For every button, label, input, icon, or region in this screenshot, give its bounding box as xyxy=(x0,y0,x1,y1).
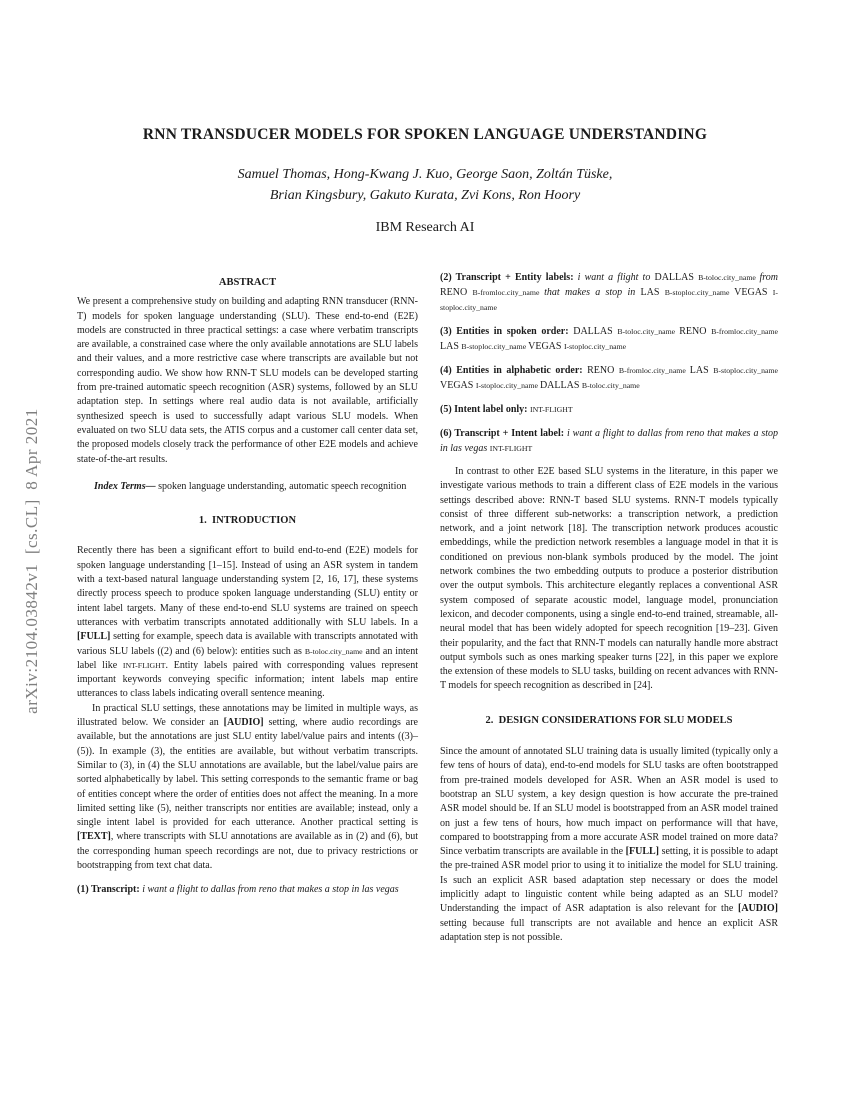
text-run: I-stoploc.city_name xyxy=(475,381,540,390)
text-run: [AUDIO] xyxy=(738,903,778,915)
text-run: i want a flight to dallas from reno that makes a stop in las vegas xyxy=(440,428,779,454)
text-run: from xyxy=(759,272,778,283)
affiliation: IBM Research AI xyxy=(375,220,475,235)
text-run: LAS xyxy=(440,341,462,352)
text-run: setting because full transcripts are not available and hence an explicit ASR adaptation step is not possible. xyxy=(440,917,778,943)
section2-paragraph-1 xyxy=(440,745,778,945)
text-run: B-toloc.city_name xyxy=(698,273,760,282)
text-run: VEGAS xyxy=(528,341,564,352)
author-block xyxy=(60,165,790,206)
text-run: INT-FLIGHT xyxy=(122,660,166,670)
text-run: B-toloc.city_name xyxy=(617,327,680,336)
text-run: B-stoploc.city_name xyxy=(664,288,735,297)
text-run: DALLAS xyxy=(539,380,582,391)
text-run: DALLAS xyxy=(654,272,699,283)
text-run: [AUDIO] xyxy=(223,717,264,729)
text-run: LAS xyxy=(689,365,714,376)
text-run: setting, where audio recordings are available, but the annotations are just SLU entity label/value pairs and intents ((3)–(5)). In example (3), the entities are available, but without verbatim transcripts. Similar to (3), in (4) the SLU annotations are available, but the label/value pairs are sorted alphabetically by label. This setting corresponds to the semantic frame or bag of entities concept where the order of entities does not affect the meaning. In a more limited setting like (5), neither transcripts nor entities are available; instead, only a single intent label is provided for each utterance. Another practical setting is xyxy=(77,717,418,829)
text-run: setting for example, speech data is available with transcripts annotated with various SLU labels ((2) and (6) below): entities such as xyxy=(77,631,418,657)
left-column xyxy=(77,276,418,897)
text-run: Since the amount of annotated SLU training data is usually limited (typically only a few tens of hours of data), end-to-end models for SLU tasks are often bootstrapped from pre-trained models developed for ASR. When an ASR model is used to bootstrap an SLU system, a key design question is how accurate the pre-trained ASR model should be. If an SLU model is bootstrapped from an ASR model trained on just a few tens of hours, how much impact on performance will that have, compared to bootstrapping from a more accurate ASR model trained on more data? Since verbatim transcripts are available in the xyxy=(440,746,778,858)
text-run: [FULL] xyxy=(77,631,111,643)
text-run: Recently there has been a significant effort to build end-to-end (E2E) models for spoken language understanding [1–15]. Instead of using an ASR system in tandem with a text-based natural language understanding system [2, 16, 17], these systems directly process speech to produce spoken language understanding (SLU) entity or intent label targets. Many of these end-to-end SLU systems are trained on speech utterances with verbatim transcripts annotated additionally with SLU labels. In a xyxy=(77,545,418,628)
text-run: (6) Transcript + Intent label: xyxy=(440,428,567,439)
text-run: that makes a stop in xyxy=(544,287,641,298)
abstract-heading: ABSTRACT xyxy=(218,277,277,288)
text-run: , where transcripts with SLU annotations are available as in (2) and (6), but the corresponding human speech recordings are not, due to privacy restrictions or bootstrapping from text chat data. xyxy=(77,831,418,871)
intro-paragraph-1 xyxy=(77,544,418,701)
abstract-body: We present a comprehensive study on building and adapting RNN transducer (RNN-T) models for spoken language understanding (SLU). These end-to-end (E2E) models are constructed in three practical settings: a case where verbatim transcripts are available, a constrained case where the only available annotations are SLU labels and their values, and a more restrictive case where transcripts are available but not corresponding audio. We show how RNN-T SLU models can be developed starting from pre-trained automatic speech recognition (ASR) systems, followed by an SLU adaptation step. In settings where real audio data is not available, artificially synthesized speech is used to successfully adapt various SLU models. When evaluated on two SLU data sets, the ATIS corpus and a customer call center data set, the proposed models closely track the performance of other E2E models and achieve state-of-the-art results. xyxy=(77,296,418,465)
text-run: LAS xyxy=(640,287,665,298)
text-run: B-fromloc.city_name xyxy=(472,288,545,297)
text-run: [TEXT] xyxy=(77,831,111,843)
text-run: VEGAS xyxy=(440,380,476,391)
arxiv-watermark: arXiv:2104.03842v1 [cs.CL] 8 Apr 2021 xyxy=(22,408,41,714)
text-run: B-toloc.city_name xyxy=(581,381,640,390)
index-terms xyxy=(77,480,418,494)
text-run: setting, it is possible to adapt the pre-trained ASR model prior to using it to initialize the model for SLU training. Is such an explicit ASR based adaptation step necessary or does the model implicitly adapt to linguistic content while being adapted as an SLU model? Understanding the impact of ASR adaptation is also relevant for the xyxy=(440,846,778,915)
example-item-3 xyxy=(440,324,778,354)
text-run: I-stoploc.city_name xyxy=(440,288,778,312)
text-run: B-stoploc.city_name xyxy=(713,366,778,375)
author-line-1: Samuel Thomas, Hong-Kwang J. Kuo, George Saon, Zoltán Tüske, xyxy=(237,167,613,182)
text-run: i want a flight to xyxy=(577,272,655,283)
design-intro-paragraph xyxy=(440,465,778,694)
text-run: VEGAS xyxy=(734,287,773,298)
example-item-4 xyxy=(440,363,778,393)
section2-heading: 2. DESIGN CONSIDERATIONS FOR SLU MODELS xyxy=(485,714,733,726)
text-run: i want a flight to dallas from reno that makes a stop in las vegas xyxy=(142,884,399,896)
text-run: B-fromloc.city_name xyxy=(618,366,690,375)
text-run: Index Terms— xyxy=(94,480,156,492)
example-item-6 xyxy=(440,426,778,456)
example-item-5 xyxy=(440,402,778,417)
right-column xyxy=(440,270,778,945)
text-run: (1) Transcript: xyxy=(77,884,143,896)
paper-title: RNN TRANSDUCER MODELS FOR SPOKEN LANGUAGE UNDERSTANDING xyxy=(142,126,708,143)
text-run: B-fromloc.city_name xyxy=(711,327,778,336)
author-line-2: Brian Kingsbury, Gakuto Kurata, Zvi Kons, Ron Hoory xyxy=(269,187,581,203)
introduction-heading: 1. INTRODUCTION xyxy=(198,515,297,527)
text-run: In practical SLU settings, these annotations may be limited in multiple ways, as illustrated below. We consider an xyxy=(77,702,418,729)
text-run: B-stoploc.city_name xyxy=(461,342,529,351)
text-run: In contrast to other E2E based SLU systems in the literature, in this paper we investigate various methods to train a different class of E2E models in the various settings described above: RNN-T based SLU systems. RNN-T models typically consist of three different sub-networks: a transcription network, a prediction network, and a joint network [18]. The transcription network produces acoustic embeddings, while the prediction network resembles a language model in that it is conditioned on previous non-blank symbols produced by the model. The joint network combines the two embedding outputs to produce a posterior distribution over the output symbols. This architecture elegantly replaces a conventional ASR system composed of separate acoustic model, language model, pronunciation lexicon, and decoder components, using a single end-to-end trained, streamable, all-neural model that has been widely adopted for speech recognition [19–23]. Given their popularity, and the fact that RNN-T models can naturally handle more abstract output symbols such as ones marking speaker turns [22], in this paper we explore the extension of these models to SLU tasks, building on recent advances with RNN-T models for speech recognition as described in [24]. xyxy=(440,466,778,692)
text-run: RENO xyxy=(587,365,619,376)
intro-paragraph-2 xyxy=(77,702,418,874)
text-run: (3) Entities in spoken order: xyxy=(440,326,574,337)
text-run: RENO xyxy=(440,287,473,298)
text-run: and an intent label like xyxy=(77,645,418,671)
text-run: spoken language understanding, automatic speech recognition xyxy=(155,480,407,492)
text-run: INT-FLIGHT xyxy=(489,444,533,453)
text-run: . Entity labels paired with corresponding values represent important keywords conveying specific information; intent labels map entire utterances to class labels indicating overall sentence meaning. xyxy=(77,659,418,700)
example-item-1 xyxy=(77,882,418,897)
example-item-2 xyxy=(440,270,778,315)
text-run: (2) Transcript + Entity labels: xyxy=(440,272,578,283)
text-run: INT-FLIGHT xyxy=(530,405,573,414)
text-run: [FULL] xyxy=(625,846,659,858)
text-run: (4) Entities in alphabetic order: xyxy=(440,365,588,376)
text-run: (5) Intent label only: xyxy=(440,404,530,415)
text-run: DALLAS xyxy=(573,326,618,337)
text-run: B-toloc.city_name xyxy=(304,646,363,656)
text-run: RENO xyxy=(679,326,712,337)
text-run: I-stoploc.city_name xyxy=(563,342,627,351)
